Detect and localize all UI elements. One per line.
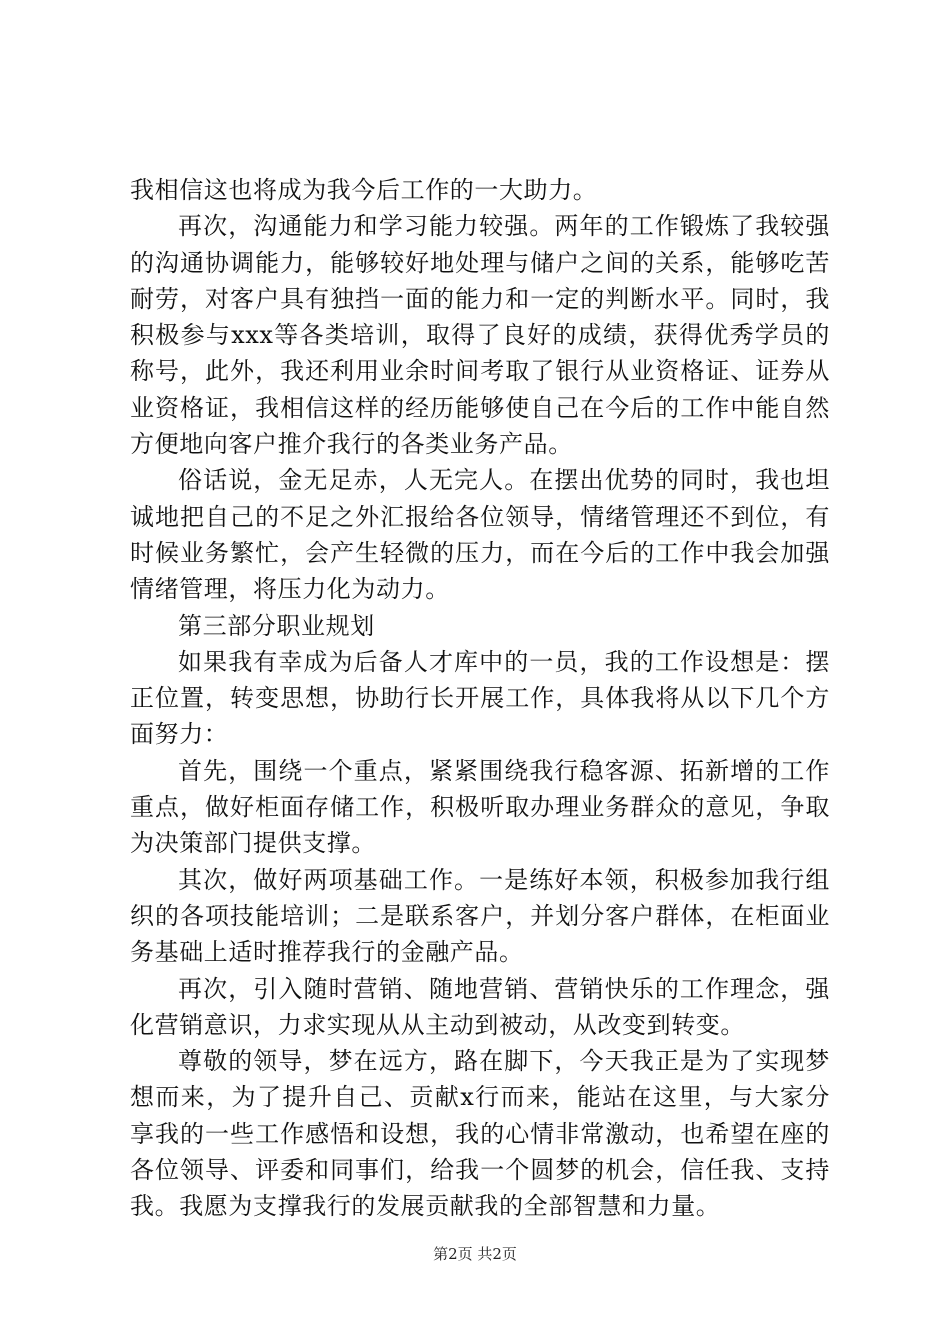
paragraph-shortcomings: 俗话说，金无足赤，人无完人。在摆出优势的同时，我也坦诚地把自己的不足之外汇报给各位领导，情绪管理还不到位，有时候业务繁忙，会产生轻微的压力，而在今后的工作中我会加强情绪管理，将压力化为动力。 xyxy=(130,466,830,604)
paragraph-work-plan-intro: 如果我有幸成为后备人才库中的一员，我的工作设想是：摆正位置，转变思想，协助行长开展工作，具体我将从以下几个方面努力： xyxy=(130,647,830,749)
paragraph-second-focus: 其次，做好两项基础工作。一是练好本领，积极参加我行组织的各项技能培训；二是联系客户，并划分客户群体，在柜面业务基础上适时推荐我行的金融产品。 xyxy=(130,865,830,967)
paragraph-continuation: 我相信这也将成为我今后工作的一大助力。 xyxy=(130,176,598,204)
paragraph-closing: 尊敬的领导，梦在远方，路在脚下，今天我正是为了实现梦想而来，为了提升自己、贡献x行而来，能站在这里，与大家分享我的一些工作感悟和设想，我的心情非常激动，也希望在座的各位领导、评委和同事们，给我一个圆梦的机会，信任我、支持我。我愿为支撑我行的发展贡献我的全部智慧和力量。 xyxy=(130,1047,830,1221)
section-heading-career-plan: 第三部分职业规划 xyxy=(178,611,375,640)
document-body xyxy=(130,172,830,1225)
paragraph-communication-skills: 再次，沟通能力和学习能力较强。两年的工作锻炼了我较强的沟通协调能力，能够较好地处理与储户之间的关系，能够吃苦耐劳，对客户具有独挡一面的能力和一定的判断水平。同时，我积极参与xxx等各类培训，取得了良好的成绩，获得优秀学员的称号，此外，我还利用业余时间考取了银行从业资格证、证券从业资格证，我相信这样的经历能够使自己在今后的工作中能自然方便地向客户推介我行的各类业务产品。 xyxy=(130,212,830,459)
paragraph-first-focus: 首先，围绕一个重点，紧紧围绕我行稳客源、拓新增的工作重点，做好柜面存储工作，积极听取办理业务群众的意见，争取为决策部门提供支撑。 xyxy=(130,756,830,858)
paragraph-third-focus: 再次，引入随时营销、随地营销、营销快乐的工作理念，强化营销意识，力求实现从从主动到被动，从改变到转变。 xyxy=(130,974,830,1039)
page-footer: 第2页 共2页 xyxy=(433,1245,517,1263)
